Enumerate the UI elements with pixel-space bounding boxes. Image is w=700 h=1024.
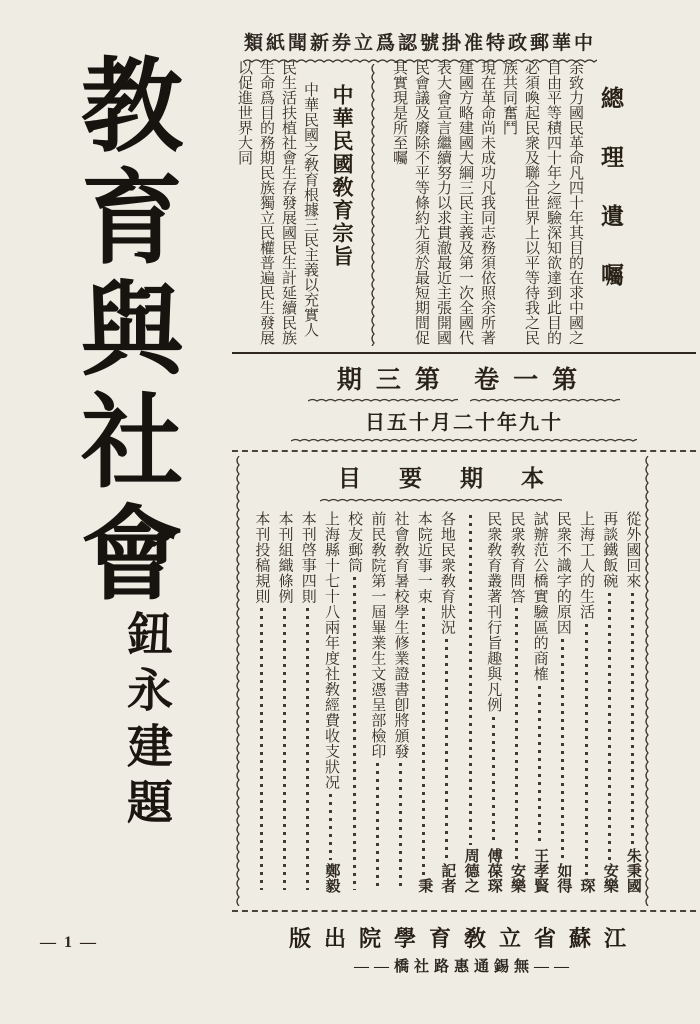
dotted-leader	[538, 686, 541, 846]
dotted-leader	[585, 624, 588, 876]
testament-column: 民會議及廢除不平等條約尤須於最短期間促	[413, 60, 429, 345]
volume-issue-line	[232, 360, 696, 403]
dotted-leader	[353, 577, 356, 890]
toc-entry-title: 從外國回來	[624, 511, 641, 589]
toc-entries	[232, 511, 696, 893]
toc-entry	[343, 511, 366, 893]
dotted-leader	[422, 608, 425, 875]
toc-entry-title: 民衆不識字的原因	[554, 511, 571, 635]
testament-column: 必須喚起民衆及聯合世界上以平等待我之民	[523, 60, 539, 345]
page-number: — 1 —	[40, 934, 98, 951]
issue-date-line	[232, 406, 696, 443]
toc-entry	[482, 511, 505, 893]
aims-column: 以促進世界大同	[236, 60, 252, 165]
volume-issue-text: 期三第 卷一第	[336, 367, 592, 394]
aims-text	[233, 60, 321, 352]
toc-entry-title: 本刊投稿規則	[253, 511, 270, 604]
toc-entry-author: 如得	[555, 863, 572, 893]
aims-column: 生命爲目的務期民族獨立民權普遍民生發展	[258, 60, 274, 345]
toc-entry-title: 民衆敎育叢著刊行旨趣與凡例	[485, 511, 502, 713]
calligrapher-signature: 鈕永建題	[121, 610, 172, 834]
premier-testament-section	[388, 60, 624, 352]
toc-entry	[250, 511, 273, 893]
testament-column: 自由平等積四十年之經驗深知欲達到此目的	[545, 60, 561, 345]
dotted-leader	[492, 717, 495, 846]
aims-column: 民生活扶植社會生存發展國民生計延續民族	[280, 60, 296, 345]
preface-section	[232, 60, 696, 352]
wavy-underline	[320, 497, 562, 503]
dotted-leader	[376, 763, 379, 890]
section-divider-wavy-line	[369, 64, 376, 346]
toc-entry-author: 安樂	[601, 863, 618, 893]
toc-entry-title: 本刊組織條例	[276, 511, 293, 604]
testament-column: 余致力國民革命凡四十年其目的在求中國之	[567, 60, 583, 345]
toc-entry	[296, 511, 319, 893]
aims-column: 中華民國之敎育根據三民主義以充實人	[302, 82, 318, 337]
issue-date-text: 日五十月二十年九十	[365, 412, 563, 434]
wavy-underline	[291, 437, 637, 443]
dotted-leader	[329, 794, 332, 860]
toc-entry	[505, 511, 528, 893]
toc-entry-author: 朱秉國	[624, 848, 641, 893]
toc-left-border-wavy	[234, 456, 241, 906]
toc-entry-title: 校友郵筒	[346, 511, 363, 573]
toc-entry-author: 王孝賢	[532, 848, 549, 893]
toc-entry	[412, 511, 435, 893]
journal-title-calligraphy: 教育與社會	[66, 52, 179, 612]
toc-entry-author: 周德之	[462, 848, 479, 893]
aims-heading: 中華民國敎育宗旨	[330, 84, 354, 268]
dotted-leader	[445, 639, 448, 860]
toc-entry	[574, 511, 597, 893]
toc-entry	[551, 511, 574, 893]
testament-column: 建國方略建國大綱三民主義及第一次全國代	[457, 60, 473, 345]
toc-entry	[366, 511, 389, 893]
horizontal-rule	[232, 352, 696, 354]
toc-entry	[273, 511, 296, 893]
toc-entry-title: 本刊啓事四則	[299, 511, 316, 604]
wavy-underline	[308, 397, 458, 403]
content-block	[232, 60, 696, 976]
dotted-leader	[283, 608, 286, 890]
toc-box	[232, 450, 696, 912]
testament-column: 其實現是所至囑	[391, 60, 407, 165]
toc-entry-title: 社會敎育暑校學生修業證書卽將頒發	[392, 511, 409, 759]
dotted-leader	[515, 608, 518, 860]
toc-entry-author: 傅葆琛	[485, 848, 502, 893]
toc-right-border-wavy	[643, 456, 650, 906]
dotted-leader	[631, 593, 634, 846]
dotted-leader	[561, 639, 564, 860]
publisher-line: 版出院學育敎立省蘇江	[288, 926, 639, 951]
dotted-leader	[469, 515, 472, 845]
toc-entry	[319, 511, 342, 893]
testament-column: 現在革命尚未成功凡我同志務須依照余所著	[479, 60, 495, 345]
education-aims-section	[233, 60, 357, 352]
toc-entry-title: 本院近事一束	[415, 511, 432, 604]
publisher-address: ——橋社路惠通錫無——	[353, 959, 574, 975]
toc-entry-title: 前民敎院第一屆畢業生文憑呈部檢印	[369, 511, 386, 759]
testament-column: 表大會宣言繼續努力以求貫澈最近主張開國	[435, 60, 451, 345]
dotted-leader	[399, 763, 402, 890]
toc-entry	[459, 511, 482, 893]
toc-entry	[435, 511, 458, 893]
toc-entry	[598, 511, 621, 893]
postal-registration-text: 類紙聞新券立爲認號掛准特政郵華中	[243, 33, 596, 54]
testament-column: 族共同奮鬥	[501, 60, 517, 135]
toc-entry-title: 上海工人的生活	[578, 511, 595, 620]
toc-entry-author: 琛	[578, 878, 595, 893]
toc-entry-title: 再談鐵飯碗	[601, 511, 618, 589]
volume-underline-row	[232, 397, 696, 403]
toc-entry-title: 民衆敎育問答	[508, 511, 525, 604]
postal-registration-banner	[242, 28, 598, 64]
toc-entry	[621, 511, 644, 893]
toc-heading-text: 目要期本	[338, 466, 582, 491]
testament-heading: 總理遺囑	[598, 86, 623, 322]
toc-entry-author: 安樂	[508, 863, 525, 893]
toc-entry	[389, 511, 412, 893]
testament-text	[388, 60, 586, 352]
dotted-leader	[306, 608, 309, 890]
dotted-leader	[260, 608, 263, 890]
wavy-underline	[470, 397, 620, 403]
toc-entry-author: 鄭毅	[323, 863, 340, 893]
toc-entry-title: 上海縣十七十八兩年度社敎經費收支狀况	[322, 511, 339, 790]
toc-entry-title: 試辦范公橋實驗區的商榷	[531, 511, 548, 682]
dotted-leader	[608, 593, 611, 861]
toc-entry-author: 記者	[439, 863, 456, 893]
toc-entry-author: 秉	[416, 878, 433, 893]
toc-entry	[528, 511, 551, 893]
toc-entry-title: 各地民衆敎育狀況	[438, 511, 455, 635]
toc-header	[232, 460, 650, 503]
